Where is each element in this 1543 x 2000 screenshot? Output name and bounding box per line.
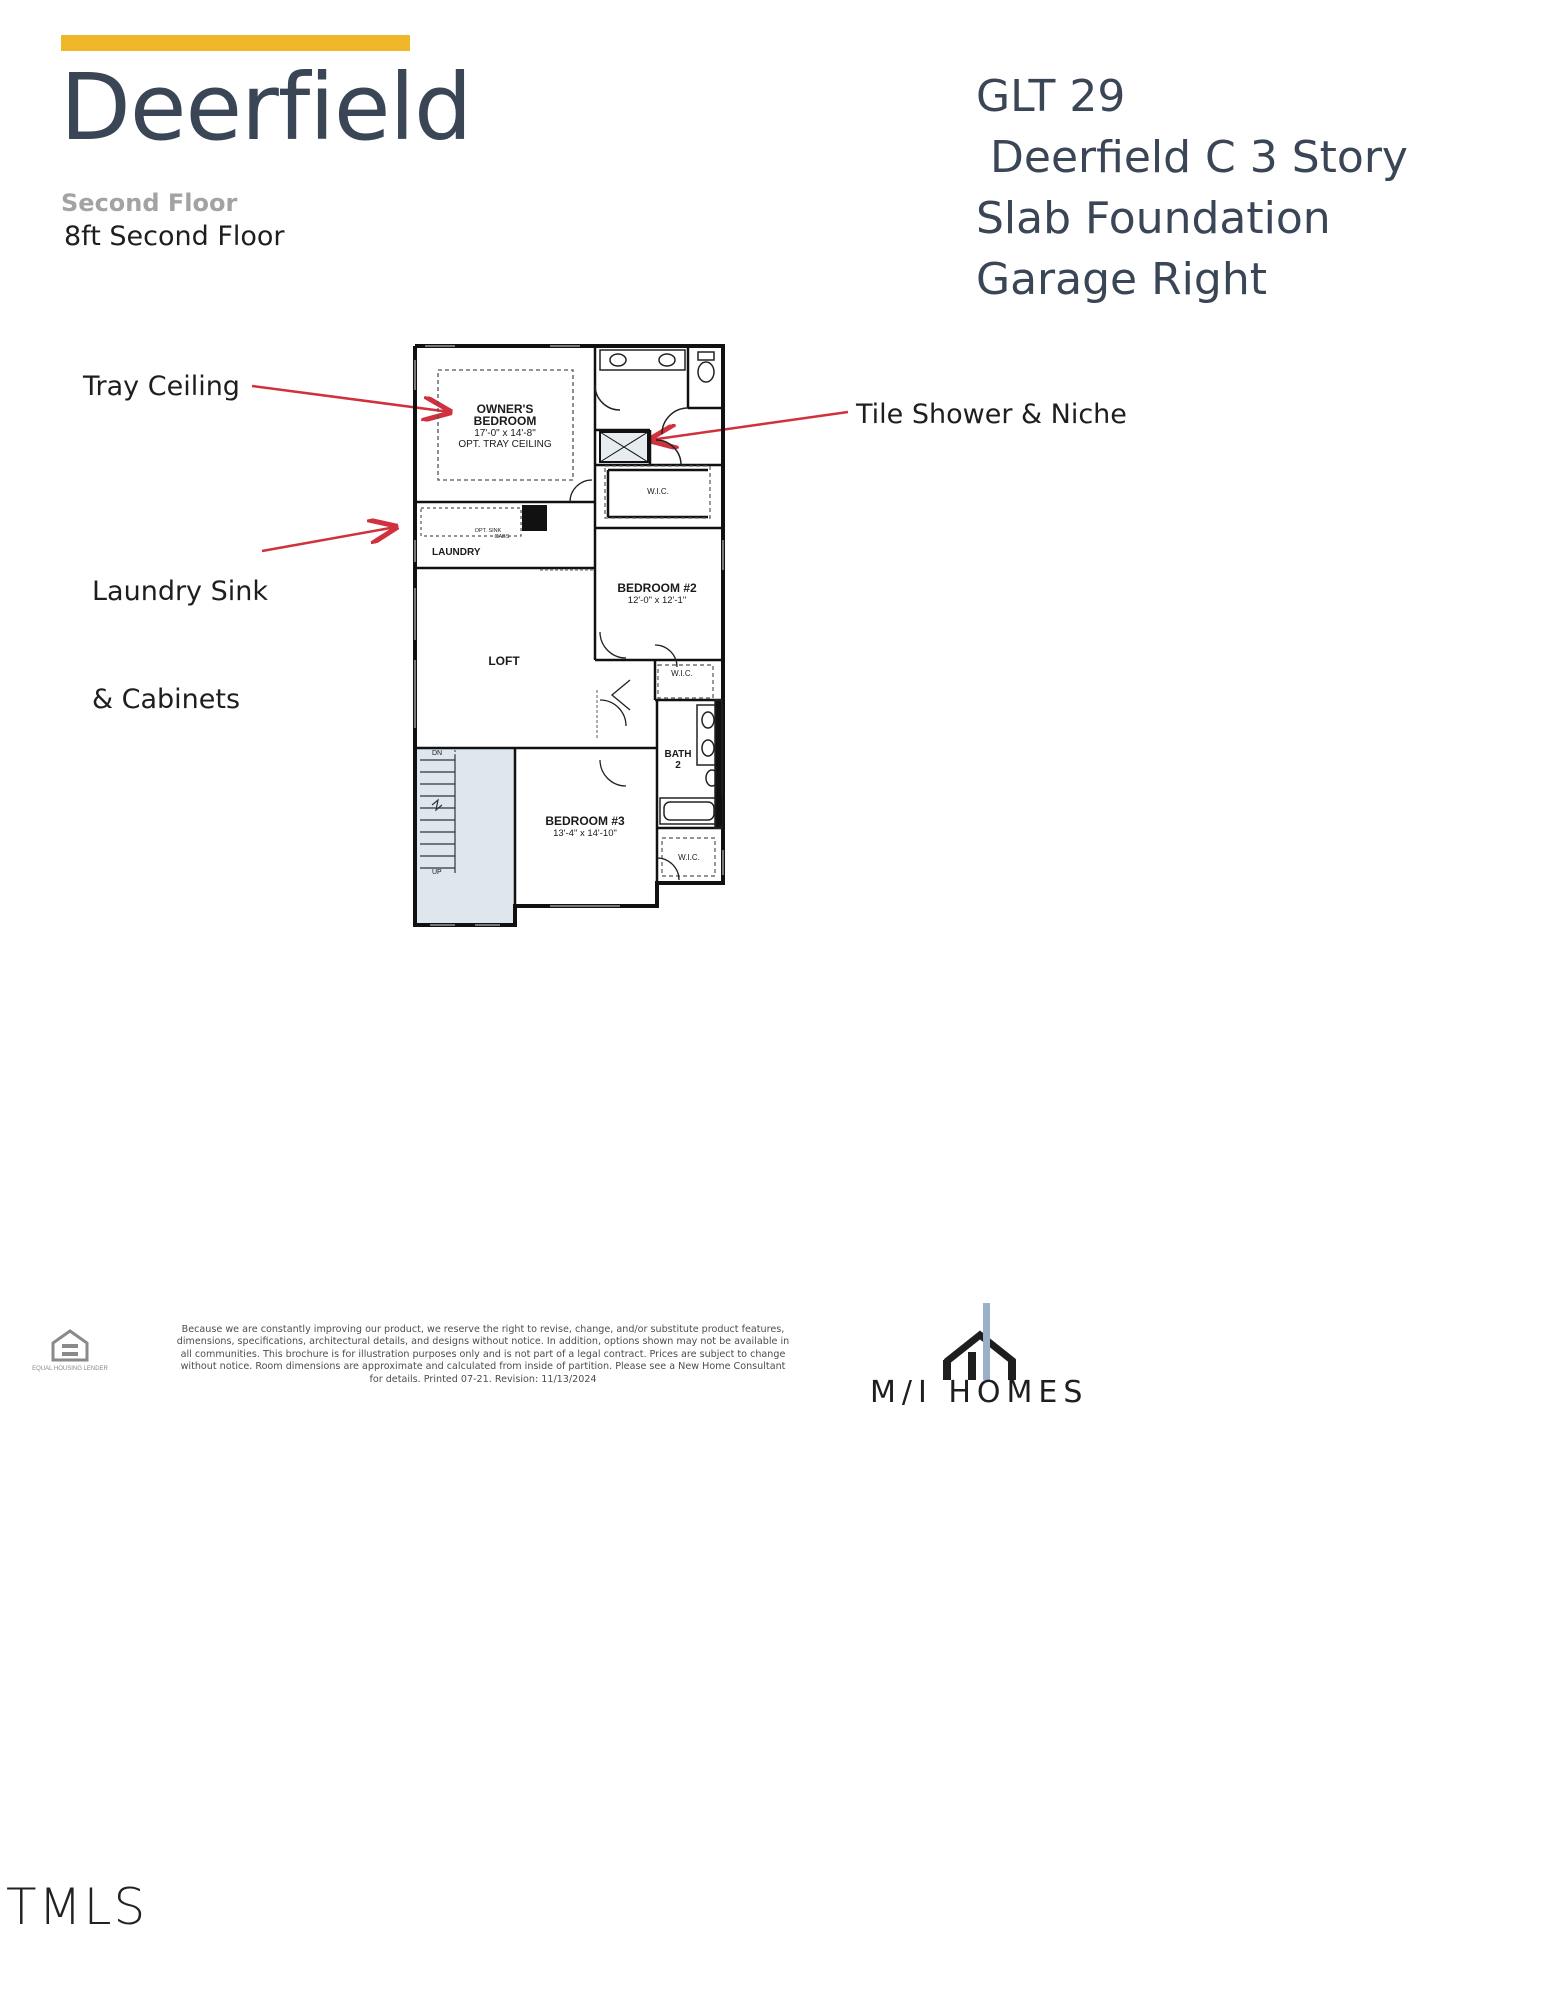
lot-info-line3: Slab Foundation (976, 193, 1331, 244)
bath2-label2: 2 (675, 760, 681, 771)
bedroom2-label: BEDROOM #2 (617, 581, 697, 595)
bath2-fixtures (660, 700, 722, 828)
mi-homes-logo-icon (943, 1303, 1016, 1380)
stair-area (417, 748, 515, 924)
lot-info-line1: GLT 29 (976, 71, 1126, 122)
equal-housing-icon (53, 1331, 87, 1360)
laundry-cabinets (421, 508, 521, 536)
mls-watermark: TMLS (6, 1878, 148, 1936)
owners-bedroom-label1: OWNER'S (476, 402, 534, 416)
bath2-wall-fill (716, 795, 722, 825)
equal-housing-label: EQUAL HOUSING LENDER (32, 1366, 108, 1372)
disclaimer-text: Because we are constantly improving our product, we reserve the right to revise, change, and/or substitute product features, dimensions, specifications, architectural details, and designs without notice. In addition, options shown may not be available in all communities. This brochure is for illustration purposes only and is not part of a legal contract. Prices are subject to change without notice. Room dimensions are approximate and calculated from inside of partition. Please see a New Home Consultant for details. Printed 07-21. Revision: 11/13/2024 (176, 1324, 790, 1385)
laundry-arrow (262, 527, 396, 551)
bedroom3-label: BEDROOM #3 (545, 814, 625, 828)
callout-tile-shower: Tile Shower & Niche (856, 399, 1127, 430)
stairs-up-label: UP (432, 869, 442, 876)
callout-laundry-line1: Laundry Sink (92, 576, 269, 607)
brand-name: M/I HOMES (870, 1375, 1089, 1410)
bath2-label1: BATH (664, 749, 692, 760)
owners-wic-label: W.I.C. (647, 487, 669, 496)
floor-label: Second Floor (61, 189, 238, 217)
bedroom2-dims: 12'-0" x 12'-1" (627, 595, 687, 606)
stairs-down-label: DN (432, 750, 443, 757)
owners-bedroom-label2: BEDROOM (473, 414, 537, 428)
owners-bedroom-dims: 17'-0" x 14'-8" (474, 428, 536, 439)
tile-shower (600, 432, 648, 462)
laundry-appliance (522, 505, 547, 531)
tray-ceiling-arrow (252, 386, 450, 412)
bedroom3-wic-label: W.I.C. (678, 853, 700, 862)
bedroom3-dims: 13'-4" x 14'-10" (553, 828, 617, 839)
lot-info-line2: Deerfield C 3 Story (976, 132, 1408, 183)
laundry-note1: OPT. SINK (474, 528, 502, 534)
floor-detail: 8ft Second Floor (64, 221, 285, 252)
laundry-note2: CABS (494, 534, 510, 540)
owners-bedroom-note: OPT. TRAY CEILING (458, 439, 552, 450)
plan-title: Deerfield (60, 54, 472, 161)
loft-label: LOFT (488, 654, 520, 668)
laundry-label: LAUNDRY (432, 547, 481, 558)
bedroom2-wic-label: W.I.C. (671, 669, 693, 678)
tile-shower-arrow (650, 412, 848, 440)
callout-laundry-line2: & Cabinets (92, 684, 241, 715)
lot-info-line4: Garage Right (976, 254, 1267, 305)
callout-tray-ceiling: Tray Ceiling (83, 371, 240, 402)
